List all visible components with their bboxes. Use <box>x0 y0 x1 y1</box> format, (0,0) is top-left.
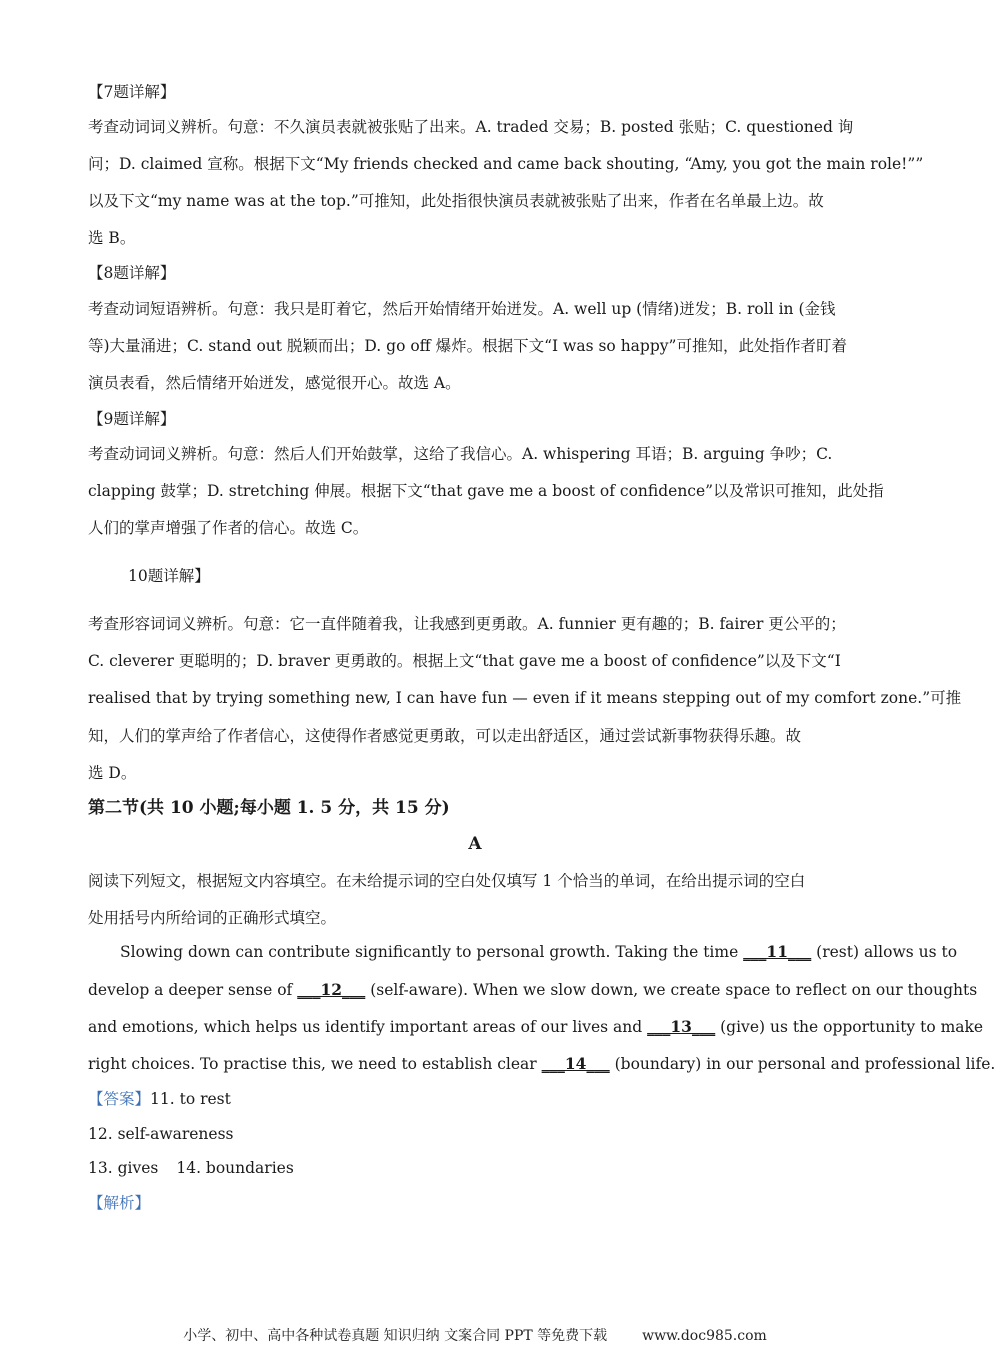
blank-12: ___12___ <box>297 980 366 999</box>
q9-line: 人们的掌声增强了作者的信心。故选 C。 <box>88 519 369 537</box>
q8-line: 等)大量涌进；C. stand out 脱颖而出；D. go off 爆炸。根据下文“I was so happy”可推知，此处指作者盯着 <box>88 337 847 355</box>
footer-url[interactable]: www.doc985.com <box>642 1328 767 1344</box>
q7-line: 考查动词词义辨析。句意：不久演员表就被张贴了出来。A. traded 交易；B. posted 张贴；C. questioned 询 <box>88 118 854 136</box>
q9-header: 【9题详解】 <box>88 410 176 428</box>
footer-text: 小学、初中、高中各种试卷真题 知识归纳 文案合同 PPT 等免费下载 <box>183 1328 608 1344</box>
passage-text: (rest) allows us to <box>811 943 958 961</box>
answer-line <box>88 1158 294 1178</box>
answer-12: 12. self-awareness <box>88 1125 234 1143</box>
q10-line: 选 D。 <box>88 764 137 782</box>
q7-header: 【7题详解】 <box>88 83 176 101</box>
answer-13: 13. gives <box>88 1159 159 1177</box>
passage-text: right choices. To practise this, we need to establish clear <box>88 1055 542 1073</box>
q10-line: 考查形容词词义辨析。句意：它一直伴随着我，让我感到更勇敢。A. funnier 更有趣的；B. fairer 更公平的； <box>88 615 846 633</box>
blank-13: ___13___ <box>647 1017 716 1036</box>
q8-line: 演员表看，然后情绪开始迸发，感觉很开心。故选 A。 <box>88 374 461 392</box>
q8-header: 【8题详解】 <box>88 264 176 282</box>
section-title: 第二节(共 10 小题;每小题 1. 5 分，共 15 分) <box>88 798 450 818</box>
q9-line: 考查动词词义辨析。句意：然后人们开始鼓掌，这给了我信心。A. whispering 耳语；B. arguing 争吵；C. <box>88 445 833 463</box>
instruction-line: 处用括号内所给词的正确形式填空。 <box>88 909 337 927</box>
passage-text: develop a deeper sense of <box>88 981 298 999</box>
passage-text: and emotions, which helps us identify important areas of our lives and <box>88 1018 648 1036</box>
passage-line <box>88 1054 995 1074</box>
analysis-label: 【解析】 <box>88 1194 151 1212</box>
blank-14: ___14___ <box>541 1054 610 1073</box>
q10-header: 10题详解】 <box>128 567 210 585</box>
passage-line <box>88 1017 983 1037</box>
passage-line <box>88 980 977 1000</box>
q10-line: C. cleverer 更聪明的；D. braver 更勇敢的。根据上文“that gave me a boost of confidence”以及下文“I <box>88 652 841 670</box>
q7-line: 问；D. claimed 宣称。根据下文“My friends checked and came back shouting, “Amy, you got the main role!”” <box>88 155 924 173</box>
passage-text: (give) us the opportunity to make <box>715 1018 984 1036</box>
passage-text: Slowing down can contribute significantly to personal growth. Taking the time <box>120 943 744 961</box>
q7-line: 以及下文“my name was at the top.”可推知，此处指很快演员表就被张贴了出来，作者在名单最上边。故 <box>88 192 824 210</box>
passage-text: (self-aware). When we slow down, we create space to reflect on our thoughts <box>365 981 978 999</box>
passage-label: A <box>468 834 482 854</box>
q7-line: 选 B。 <box>88 229 136 247</box>
answer-line <box>88 1089 231 1109</box>
answer-11: 11. to rest <box>150 1090 231 1108</box>
instruction-line: 阅读下列短文，根据短文内容填空。在未给提示词的空白处仅填写 1 个恰当的单词，在给出提示词的空白 <box>88 872 806 890</box>
answer-14: 14. boundaries <box>176 1159 294 1177</box>
blank-11: ___11___ <box>743 942 812 961</box>
passage-line <box>120 942 957 962</box>
q10-line: 知，人们的掌声给了作者信心，这使得作者感觉更勇敢，可以走出舒适区，通过尝试新事物获得乐趣。故 <box>88 727 802 745</box>
q10-line: realised that by trying something new, I can have fun — even if it means stepping out of my comfort zone.”可推 <box>88 689 962 707</box>
page-footer <box>0 1325 950 1345</box>
q8-line: 考查动词短语辨析。句意：我只是盯着它，然后开始情绪开始迸发。A. well up (情绪)迸发；B. roll in (金钱 <box>88 300 836 318</box>
passage-text: (boundary) in our personal and professional life. <box>609 1055 995 1073</box>
q9-line: clapping 鼓掌；D. stretching 伸展。根据下文“that gave me a boost of confidence”以及常识可推知，此处指 <box>88 482 884 500</box>
answer-label: 【答案】 <box>88 1090 151 1108</box>
